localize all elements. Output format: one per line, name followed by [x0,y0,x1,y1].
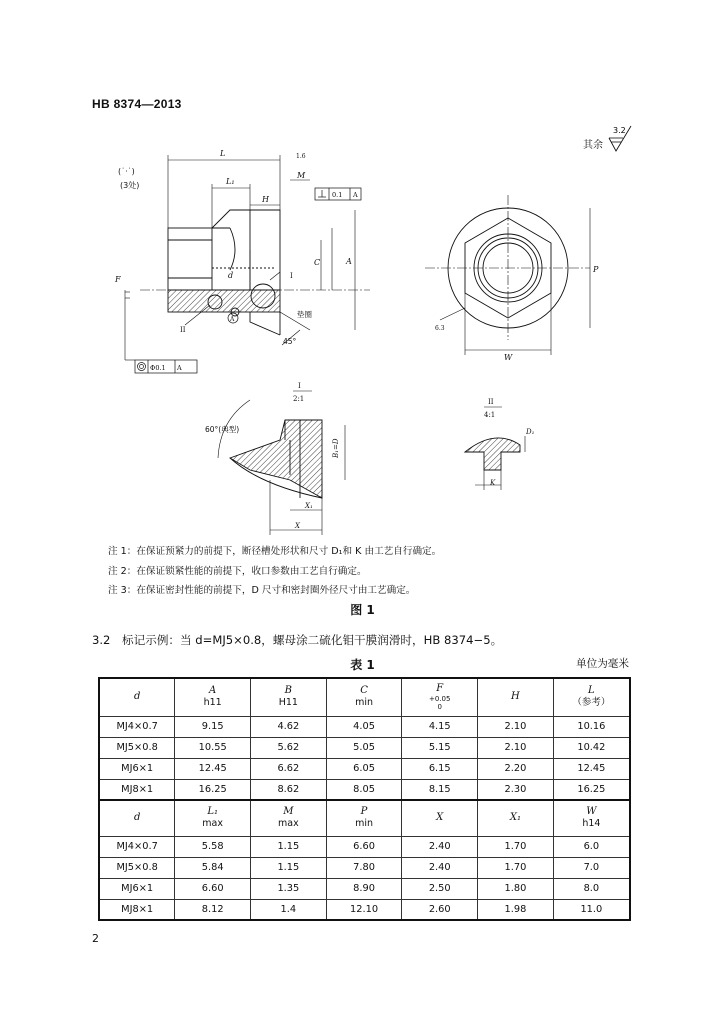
table-cell: 1.15 [251,836,327,857]
label-A: A [346,257,352,266]
header-cell: B H11 [251,678,327,716]
label-angle-60: 60°(典型) [205,425,240,434]
label-angle-45: 45° [283,337,297,346]
label-seal: 垫圈 [297,310,312,319]
table-cell: MJ8×1 [99,899,175,920]
page-number: 2 [92,932,99,945]
table-cell: 8.0 [553,878,630,899]
label-X1: X₁ [305,502,313,510]
header-cell: A h11 [175,678,251,716]
label-L: L [220,149,226,158]
table-cell: 7.80 [326,857,402,878]
header-cell: H [478,678,554,716]
table-cell: 12.45 [175,758,251,779]
label-d: d [228,271,234,280]
top-view [425,195,590,340]
header-cell: C min [326,678,402,716]
table-cell: 9.15 [175,716,251,737]
label-F: F [115,275,121,284]
label-W: W [504,353,513,362]
table-cell: 6.62 [251,758,327,779]
table-cell: 1.80 [478,878,554,899]
table-cell: MJ6×1 [99,878,175,899]
label-K: K [490,479,496,487]
table-row [99,716,630,737]
table-cell: 8.90 [326,878,402,899]
label-H: H [262,195,269,204]
table-cell: MJ8×1 [99,779,175,800]
table-cell: 2.60 [402,899,478,920]
spec-table [98,677,631,921]
table-cell: 6.15 [402,758,478,779]
header-cell: d [99,678,175,716]
note-2: 注 2：在保证锁紧性能的前提下，收口参数由工艺自行确定。 [108,565,367,577]
note-1: 注 1：在保证预紧力的前提下，断径槽处形状和尺寸 D₁和 K 由工艺自行确定。 [108,546,442,557]
table-cell: 1.98 [478,899,554,920]
perp-datum: A [353,191,358,199]
coaxiality-frame [135,360,197,373]
table-cell: 5.62 [251,737,327,758]
detail-I [230,420,322,498]
detail-I-label: I [298,382,301,390]
table-header-row [99,678,630,716]
coax-datum: A [177,364,182,372]
top-view-dimensions [440,208,590,355]
label-view-I: I [290,272,293,280]
table-cell: 1.15 [251,857,327,878]
figure-title: 图 1 [350,603,375,617]
table-cell: MJ5×0.8 [99,857,175,878]
table-unit: 单位为毫米 [576,658,629,670]
roughness-value: 3.2 [613,126,626,135]
table-cell: 8.62 [251,779,327,800]
table-cell: 6.05 [326,758,402,779]
table-cell: 2.10 [478,716,554,737]
table-cell: MJ4×0.7 [99,716,175,737]
table-cell: 5.58 [175,836,251,857]
table-cell: 12.45 [553,758,630,779]
table-cell: MJ6×1 [99,758,175,779]
detail-I-scale: 2:1 [293,395,305,403]
detail-II-label: II [488,398,494,406]
note-3: 注 3：在保证密封性能的前提下，D 尺寸和密封圈外径尺寸由工艺确定。 [108,585,416,596]
header-cell: d [99,800,175,836]
table-cell: 2.30 [478,779,554,800]
label-view-II: II [180,326,186,334]
header-cell: M max [251,800,327,836]
table-cell: 2.10 [478,737,554,758]
table-title: 表 1 [350,658,375,672]
header-cell: X [402,800,478,836]
table-row [99,857,630,878]
table-cell: 5.15 [402,737,478,758]
table-cell: 2.20 [478,758,554,779]
label-X: X [295,522,300,530]
table-row [99,758,630,779]
table-row [99,899,630,920]
table-cell: 8.15 [402,779,478,800]
table-row [99,836,630,857]
table-cell: 2.50 [402,878,478,899]
detail-II-scale: 4:1 [484,411,496,419]
nut-drawing [100,140,620,540]
table-cell: MJ4×0.7 [99,836,175,857]
table-cell: 6.0 [553,836,630,857]
label-rough-6-3: 6.3 [435,325,445,332]
header-cell: F +0.05 0 [402,678,478,716]
standard-number: HB 8374—2013 [92,97,182,111]
table-cell: 1.70 [478,836,554,857]
table-cell: 16.25 [175,779,251,800]
label-M: M [297,171,306,180]
header-cell: X₁ [478,800,554,836]
label-marks-count: (3处) [120,181,140,190]
table-cell: 10.42 [553,737,630,758]
table-cell: 12.10 [326,899,402,920]
table-row [99,878,630,899]
header-cell: L₁ max [175,800,251,836]
marking-example: 3.2 标记示例：当 d=MJ5×0.8，螺母涂二硫化钼干膜润滑时，HB 8374−5。 [92,633,503,647]
table-cell: 8.05 [326,779,402,800]
table-cell: 8.12 [175,899,251,920]
label-D1: D₁ [526,428,535,436]
header-cell: P min [326,800,402,836]
label-L1: L₁ [226,177,235,186]
table-cell: 4.15 [402,716,478,737]
label-P: P [593,265,599,274]
header-cell: L （参考） [553,678,630,716]
table-cell: 4.05 [326,716,402,737]
table-cell: 2.40 [402,857,478,878]
table-cell: 1.4 [251,899,327,920]
table-cell: 1.70 [478,857,554,878]
header-cell: W h14 [553,800,630,836]
table-cell: 10.55 [175,737,251,758]
table-cell: 6.60 [326,836,402,857]
table-header-row-2 [99,800,630,836]
table-cell: 11.0 [553,899,630,920]
table-cell: 16.25 [553,779,630,800]
label-dots: (˙·˙) [118,167,135,176]
label-datum-A: A [230,316,235,323]
table-row [99,737,630,758]
table-cell: 10.16 [553,716,630,737]
table-cell: 2.40 [402,836,478,857]
perp-tolerance: 0.1 [332,191,343,199]
roughness-label: 其余 [583,140,603,151]
coax-tolerance: Φ0.1 [150,364,166,372]
side-view [140,210,370,335]
table-cell: 1.35 [251,878,327,899]
table-cell: 5.05 [326,737,402,758]
label-B-D: B₁=D [332,438,340,458]
table-cell: 4.62 [251,716,327,737]
label-C: C [314,258,321,267]
side-view-dimensions [125,155,355,360]
label-rough-1-6: 1.6 [296,153,306,160]
table-row [99,779,630,800]
table-cell: MJ5×0.8 [99,737,175,758]
table-cell: 7.0 [553,857,630,878]
table-cell: 5.84 [175,857,251,878]
notes [108,542,441,601]
table-cell: 6.60 [175,878,251,899]
detail-II [465,438,520,470]
